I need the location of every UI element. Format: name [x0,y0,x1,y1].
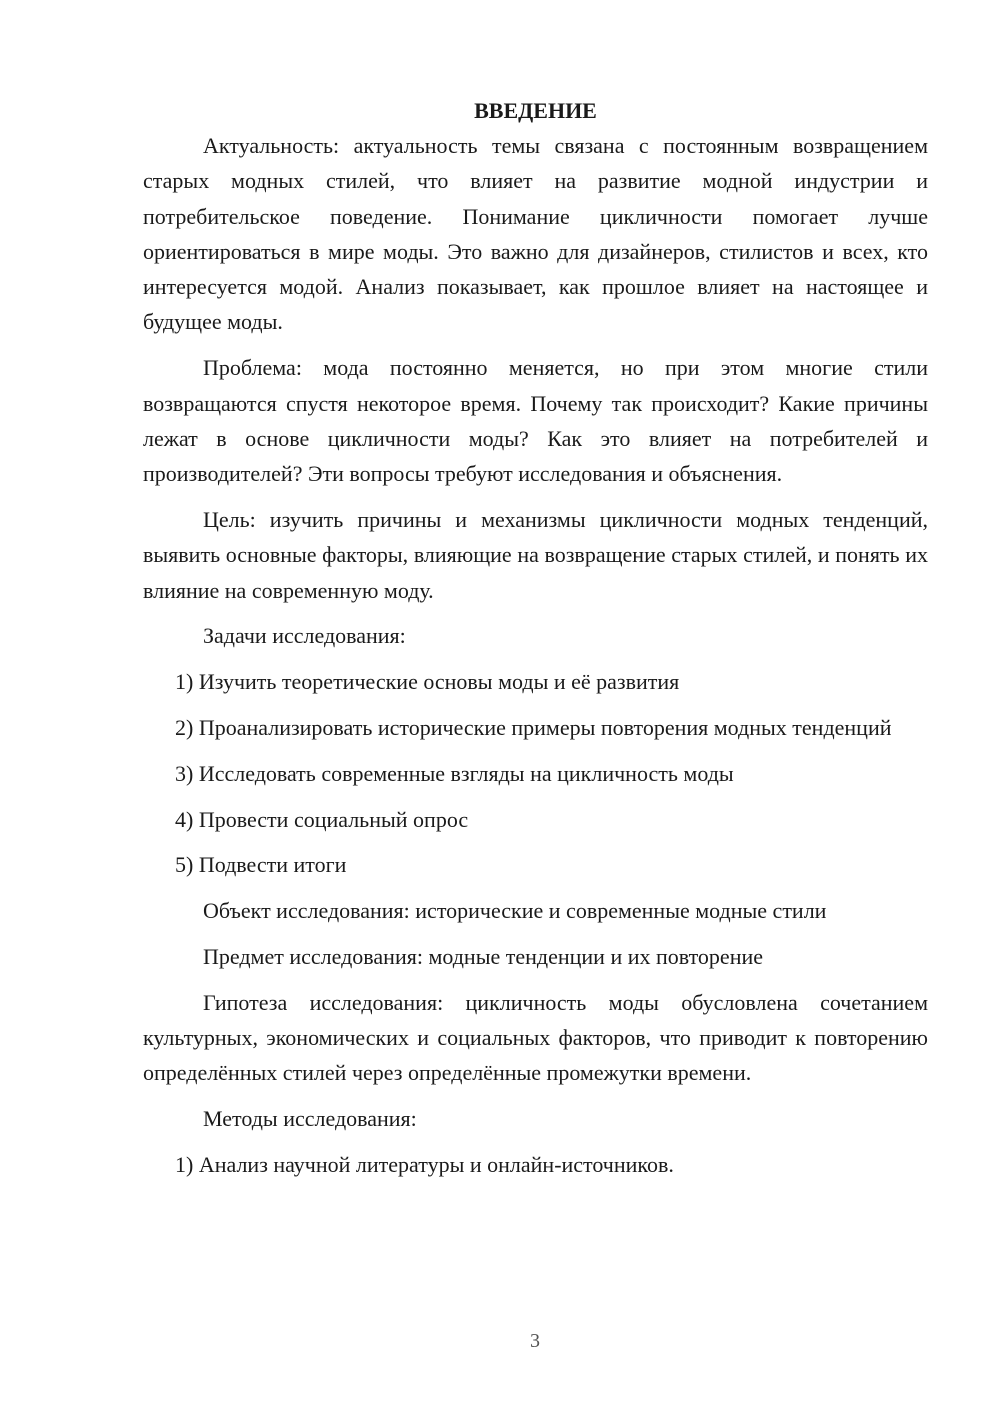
task-item: 3) Исследовать современные взгляды на цикличность моды [175,760,734,786]
task-item: 1) Изучить теоретические основы моды и её развития [175,669,680,695]
task-item: 5) Подвести итоги [175,852,347,878]
paragraph-subject: Предмет исследования: модные тенденции и их повторение [203,943,764,969]
paragraph-object: Объект исследования: исторические и современные модные стили [203,898,827,924]
section-title: ВВЕДЕНИЕ [474,98,597,123]
page-number: 3 [530,1330,540,1352]
paragraph-hypothesis: Гипотеза исследования: цикличность моды обусловлена сочетанием культурных, экономических и социальных факторов, что приводит к повторению определённых стилей через определённые промежутки времени. [143,989,928,1086]
paragraph-tasks-heading: Задачи исследования: [203,623,406,649]
paragraph-relevance: Актуальность: актуальность темы связана с постоянным возвращением старых модных стилей, что влияет на развитие модной индустрии и потребительское поведение. Понимание цикличности помогает лучше ориентироваться в мире моды. Это важно для дизайнеров, стилистов и всех, кто интересуется модой. Анализ показывает, как прошлое влияет на настоящее и будущее моды. [143,133,928,335]
task-item: 2) Проанализировать исторические примеры повторения модных тенденций [175,714,892,740]
task-item: 4) Провести социальный опрос [175,806,469,832]
paragraph-goal: Цель: изучить причины и механизмы цикличности модных тенденций, выявить основные факторы, влияющие на возвращение старых стилей, и понять их влияние на современную моду. [143,506,928,603]
method-item: 1) Анализ научной литературы и онлайн-источников. [175,1151,674,1177]
paragraph-problem: Проблема: мода постоянно меняется, но при этом многие стили возвращаются спустя некоторое время. Почему так происходит? Какие причины лежат в основе цикличности моды? Как это влияет на потребителей и производителей? Эти вопросы требуют исследования и объяснения. [143,355,928,487]
paragraph-methods-heading: Методы исследования: [203,1106,417,1132]
document-page [143,94,928,1193]
